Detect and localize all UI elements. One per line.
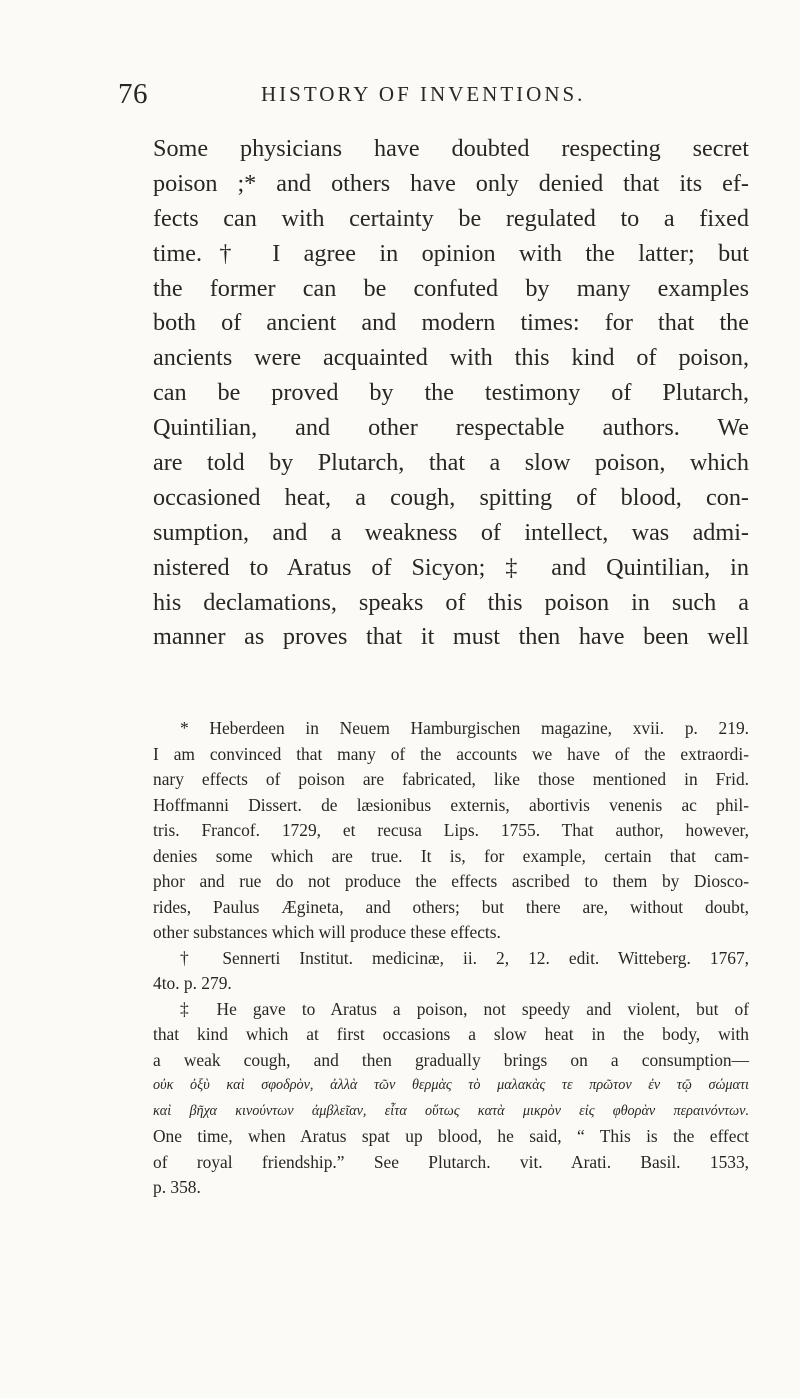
footnote-line: Hoffmanni Dissert. de læsionibus externis, abortivis venenis ac phil- (153, 794, 749, 815)
body-line: both of ancient and modern times: for that the (153, 309, 749, 337)
footnote-greek-line: καὶ βῆχα κινούντων ἀμβλεῖαν, εἶτα οὕτως κατὰ μικρὸν εἰς φθορὰν περαινόντων. (153, 1102, 749, 1119)
footnote-greek-line: οὐκ ὀξὺ καὶ σφοδρὸν, ἀλλὰ τῶν θερμὰς τὸ μαλακὰς τε πρῶτον ἐν τῷ σώματι (153, 1077, 749, 1093)
body-line: occasioned heat, a cough, spitting of blood, con- (153, 483, 749, 511)
body-line: manner as proves that it must then have been well (153, 623, 749, 651)
footnote-line: ‡ He gave to Aratus a poison, not speedy and violent, but of (180, 998, 749, 1019)
body-line: the former can be confuted by many examples (153, 274, 749, 302)
body-line: sumption, and a weakness of intellect, was admi- (153, 518, 749, 546)
footnote-line: rides, Paulus Ægineta, and others; but there are, without doubt, (153, 896, 749, 917)
footnote-line: I am convinced that many of the accounts we have of the extraordi- (153, 743, 749, 764)
footnote-line: that kind which at first occasions a slow heat in the body, with (153, 1024, 749, 1044)
footnote-line: a weak cough, and then gradually brings on a consumption— (153, 1049, 749, 1070)
footnote-line: phor and rue do not produce the effects ascribed to them by Diosco- (153, 871, 749, 891)
body-line: ancients were acquainted with this kind of poison, (153, 344, 749, 372)
footnote-line: of royal friendship.” See Plutarch. vit. Arati. Basil. 1533, (153, 1151, 749, 1172)
body-line: are told by Plutarch, that a slow poison, which (153, 449, 749, 477)
footnote-line: p. 358. (153, 1177, 201, 1197)
body-text (153, 132, 749, 655)
footnote-line: other substances which will produce these effects. (153, 922, 501, 942)
body-line: poison ;* and others have only denied that its ef- (153, 169, 749, 197)
body-line: fects can with certainty be regulated to a fixed (153, 204, 749, 232)
footnote-line: denies some which are true. It is, for example, certain that cam- (153, 845, 749, 866)
footnote-line: tris. Francof. 1729, et recusa Lips. 1755. That author, however, (153, 820, 749, 840)
footnote-line: 4to. p. 279. (153, 973, 232, 993)
body-line: Quintilian, and other respectable authors. We (153, 414, 749, 442)
footnote-line: One time, when Aratus spat up blood, he said, “ This is the effect (153, 1126, 749, 1146)
body-line: his declamations, speaks of this poison in such a (153, 588, 749, 616)
body-line: nistered to Aratus of Sicyon; ‡ and Quintilian, in (153, 553, 749, 581)
footnote-line: nary effects of poison are fabricated, like those mentioned in Frid. (153, 769, 749, 789)
body-line: Some physicians have doubted respecting secret (153, 135, 749, 162)
footnote-line: * Heberdeen in Neuem Hamburgischen magazine, xvii. p. 219. (180, 718, 749, 738)
body-line: time.† I agree in opinion with the latter; but (153, 239, 749, 267)
page-header (118, 78, 728, 114)
page-number: 76 (118, 78, 148, 110)
footnote-line: † Sennerti Institut. medicinæ, ii. 2, 12. edit. Witteberg. 1767, (180, 947, 749, 968)
footnotes (153, 716, 749, 1201)
body-line: can be proved by the testimony of Plutarch, (153, 379, 749, 407)
running-head: HISTORY OF INVENTIONS. (261, 82, 586, 106)
